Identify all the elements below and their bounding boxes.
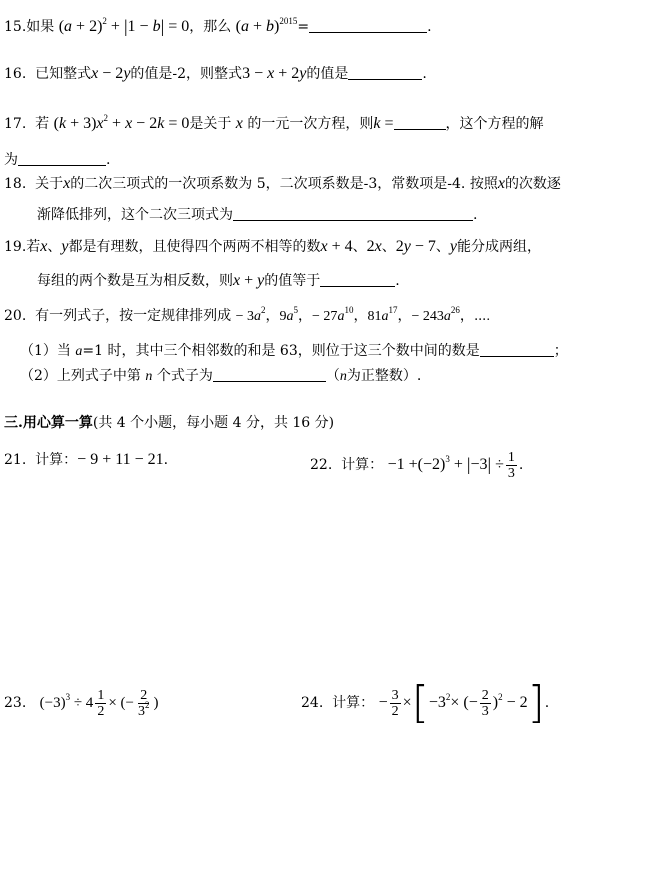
q20-sub2-paren: （	[325, 368, 340, 384]
q19-num-1	[320, 238, 352, 255]
q15-abs-bar-right: |	[160, 16, 165, 36]
q16-plus-2: + 2	[278, 65, 300, 82]
q20-sub2-var-n2: n	[339, 369, 347, 384]
q15-text-2: ，那么	[189, 19, 232, 35]
q15-paren: (	[58, 18, 65, 35]
q17-expression	[54, 115, 190, 132]
q15-exponent: 2015	[279, 16, 298, 26]
q16-var-y2: y	[299, 65, 307, 82]
q15-period: .	[427, 19, 432, 35]
q22-abs-value: −3	[470, 456, 488, 474]
q20-sub2-blank[interactable]	[213, 367, 326, 382]
q19-sep-2: 、	[352, 239, 367, 255]
q15-ab-a: a	[241, 18, 249, 35]
question-15	[0, 17, 661, 37]
q21-period: .	[163, 452, 169, 468]
q19-text-8: 每组的两个数是互为相反数，则	[37, 273, 233, 289]
q20-text-1: 有一列式子，按一定规律排列成	[35, 308, 232, 324]
q20-number: 20.	[4, 308, 27, 324]
q23-fraction	[136, 688, 152, 719]
q15-plus: +	[110, 18, 120, 35]
q20-term2-var: a	[286, 309, 294, 324]
q22-div: ÷	[495, 456, 504, 474]
q24-period: .	[544, 695, 550, 712]
q19-sum-plus: +	[244, 272, 254, 289]
q15-ab-close: )	[274, 18, 280, 35]
q16-text-1: 已知整式	[35, 66, 92, 82]
q16-text-3: 的值是	[306, 66, 349, 82]
q22-plus: +	[453, 456, 463, 474]
q23-frac-den-wrap	[136, 700, 152, 719]
q15-expression	[59, 18, 190, 35]
q17-plus-3: + 3)	[70, 115, 97, 132]
q21-label: 计算：	[35, 452, 78, 468]
question-20-part-2	[0, 366, 661, 387]
q20-term4-coef: 81	[367, 309, 382, 324]
q20-term5-coef: − 243	[411, 309, 444, 324]
q21-expression: − 9 + 11 − 21	[77, 451, 164, 468]
q20-term1-coef: − 3	[235, 309, 255, 324]
q19-var-y: y	[61, 238, 69, 255]
q20-sep-4: ，	[397, 309, 412, 324]
q20-sub1-var-a: a	[75, 344, 83, 359]
q24-right-bracket: ]	[527, 677, 545, 729]
q16-expression-1	[91, 65, 130, 82]
q15-var-b: b	[152, 18, 161, 35]
q20-term5-var: a	[443, 309, 451, 324]
q20-sub1-pre: （1）当	[20, 343, 71, 359]
q16-three-minus: 3 −	[242, 65, 264, 82]
q19-num-2	[367, 238, 382, 255]
q15-ab-plus: +	[253, 18, 263, 35]
q16-var-y: y	[123, 65, 131, 82]
q19-text-7: 能分成两组，	[456, 239, 541, 255]
q17-period: .	[106, 152, 111, 168]
q20-term2-exp: 5	[293, 305, 299, 315]
q15-eq-zero: = 0	[168, 18, 190, 35]
q22-expression	[387, 450, 519, 481]
q19-var-y2: y	[449, 238, 457, 255]
q19-plus-4: + 4	[331, 238, 353, 255]
q15-square: 2	[102, 16, 107, 26]
q18-text-4: 渐降低排列，这个二次三项式为	[37, 207, 233, 223]
section-3-info: (共 4 个小题，每小题 4 分，共 16 分)	[92, 415, 335, 431]
question-18-cont	[0, 205, 661, 225]
q17-var-x2: x	[125, 115, 133, 132]
q19-2y-coef: 2	[395, 238, 404, 255]
q23-frac-den-exp: 2	[144, 700, 150, 710]
q17-var-x3: x	[235, 115, 243, 132]
q18-text-1: 关于	[35, 176, 64, 192]
q20-term5-exp: 26	[450, 305, 460, 315]
q20-ellipsis: ，⋯.	[459, 309, 490, 324]
q22-frac-den: 3	[507, 466, 515, 481]
q20-term4-exp: 17	[388, 305, 398, 315]
q24-minus-2: − 2	[506, 694, 528, 712]
question-17	[0, 114, 661, 134]
q22-frac-num: 1	[507, 450, 515, 465]
q20-sub1-text: =1 时，其中三个相邻数的和是 63，则位于这三个数中间的数是	[82, 343, 480, 359]
q17-square: 2	[103, 113, 109, 123]
q17-text-1: 若	[35, 116, 50, 132]
q15-one-minus: 1 −	[127, 18, 149, 35]
q20-sep-3: ，	[353, 309, 368, 324]
q20-sequence	[235, 305, 490, 324]
q17-text-2: 是关于	[189, 116, 232, 132]
q19-number: 19.	[4, 239, 27, 255]
q20-sub1-blank[interactable]	[480, 342, 554, 357]
q17-var-x: x	[96, 115, 104, 132]
q24-left-bracket: [	[411, 677, 429, 729]
q19-2x-var: x	[374, 238, 382, 255]
q24-label: 计算：	[332, 695, 375, 712]
q23-frac-den: 3	[137, 704, 145, 719]
section-3-header	[0, 413, 661, 433]
q17-text-3: 的一元一次方程，则	[247, 116, 374, 132]
q20-term3-var: a	[337, 309, 345, 324]
q24-neg: −	[378, 694, 388, 712]
q19-sep-1: 、	[47, 239, 62, 255]
q15-equals: =	[297, 19, 310, 35]
q23-number: 23.	[4, 694, 27, 711]
q24-fraction-1	[390, 688, 401, 719]
q24-times-2: × (−	[450, 694, 478, 712]
q19-2y-var: y	[403, 238, 411, 255]
q15-abs-bar-left: |	[123, 16, 128, 36]
q19-2x-coef: 2	[366, 238, 375, 255]
q23-mixed-num: 1	[97, 688, 105, 703]
q19-minus-7: − 7	[414, 238, 436, 255]
q22-label: 计算：	[341, 457, 384, 474]
q16-expression-2	[242, 65, 306, 82]
q23-frac-num: 2	[140, 688, 148, 703]
q23-div-4: ÷ 4	[73, 694, 94, 711]
q22-period: .	[518, 457, 524, 474]
q17-number: 17.	[4, 116, 27, 132]
q15-text-1: 如果	[26, 19, 55, 35]
q24-f2-den: 3	[481, 704, 489, 719]
q24-fraction-2	[480, 688, 491, 719]
q19-answer-blank[interactable]	[320, 272, 395, 287]
q15-ab-b: b	[266, 18, 275, 35]
question-22	[310, 450, 661, 481]
question-18	[0, 174, 661, 194]
q18-var-x2: x	[497, 175, 505, 192]
q24-inner-1: −3	[428, 694, 446, 712]
q24-f1-den: 2	[391, 704, 399, 719]
q19-sum-y: y	[257, 272, 265, 289]
q19-sum-x: x	[233, 272, 241, 289]
q16-text-2: 的值是-2，则整式	[130, 66, 243, 82]
q20-term1-exp: 2	[261, 305, 266, 315]
q22-abs-right: |	[487, 454, 492, 475]
q23-times: × (−	[108, 694, 134, 711]
q17-eq-zero: = 0	[168, 115, 190, 132]
q16-minus-2: − 2	[102, 65, 124, 82]
q17-solution-blank[interactable]	[18, 151, 106, 166]
q15-answer-blank[interactable]	[309, 18, 427, 33]
q17-eq: =	[384, 115, 394, 132]
q19-x4-var: x	[320, 238, 328, 255]
q15-plus-2: + 2)	[76, 18, 103, 35]
q18-var-x: x	[63, 175, 71, 192]
q15-expression-2	[236, 18, 298, 35]
q16-var-x: x	[91, 65, 99, 82]
q15-number: 15.	[4, 19, 27, 35]
q15-var-a: a	[64, 18, 73, 35]
q16-number: 16.	[4, 66, 27, 82]
q20-term3-exp: 10	[344, 305, 354, 315]
q17-var-k2: k	[157, 115, 165, 132]
q17-k-eq	[373, 115, 393, 132]
q19-sum	[233, 272, 264, 289]
q20-sub2-pre: （2）上列式子中第	[20, 368, 141, 384]
q20-term1-var: a	[254, 309, 262, 324]
q19-text-3: 都是有理数，且使得四个两两不相等的数	[68, 239, 321, 255]
q22-part-1: −1 +	[387, 456, 418, 474]
q22-paren: (−2)	[417, 456, 446, 474]
q19-num-3	[396, 238, 436, 255]
q21-number: 21.	[4, 452, 27, 468]
q24-f1-num: 3	[391, 688, 399, 703]
q24-close-paren: )	[492, 694, 499, 712]
q19-text-9: 的值等于	[264, 273, 321, 289]
q24-inner-1-exp: 2	[445, 692, 451, 703]
q24-number: 24.	[301, 695, 324, 712]
q17-text-4: ，这个方程的解	[445, 116, 544, 132]
q24-f2-num: 2	[481, 688, 489, 703]
q17-k-blank[interactable]	[394, 115, 446, 130]
q19-sep-4: 、	[435, 239, 450, 255]
q19-var-x: x	[40, 238, 48, 255]
question-19	[0, 237, 661, 257]
q17-var-k: k	[58, 115, 67, 132]
q23-expression	[39, 688, 159, 719]
question-17-cont	[0, 150, 661, 170]
q17-open: (	[53, 115, 59, 132]
q20-term3-coef: − 27	[312, 309, 338, 324]
q23-exponent: 3	[65, 691, 71, 702]
q15-ab-open: (	[235, 18, 241, 35]
q20-sep-2: ，	[298, 309, 313, 324]
q22-exponent: 3	[445, 454, 450, 465]
q20-term2-coef: 9	[279, 309, 287, 324]
question-24	[301, 677, 661, 729]
q20-sub1-end: ；	[553, 343, 568, 359]
q19-text-1: 若	[26, 239, 41, 255]
q16-var-x2: x	[267, 65, 275, 82]
q22-number: 22.	[310, 457, 333, 474]
q20-term4-var: a	[381, 309, 389, 324]
q20-sub2-text: 个式子为	[156, 368, 213, 384]
q17-var-k3: k	[373, 115, 381, 132]
q24-times: ×	[402, 694, 412, 712]
q18-period: .	[473, 207, 478, 223]
q18-answer-blank[interactable]	[233, 206, 473, 221]
q18-text-2: 的二次三项式的一次项系数为 5，二次项系数是-3，常数项是-4. 按照	[70, 176, 498, 192]
section-3-title: 用心算一算	[22, 415, 93, 431]
q23-base: (−3)	[39, 694, 66, 711]
q22-fraction	[506, 450, 517, 481]
q16-answer-blank[interactable]	[348, 65, 422, 80]
q24-expression	[378, 677, 545, 729]
q19-period: .	[395, 273, 400, 289]
question-20	[0, 306, 661, 327]
q19-sep-3: 、	[381, 239, 396, 255]
q20-sep-1: ，	[265, 309, 280, 324]
q18-number: 18.	[4, 176, 27, 192]
q23-close: )	[153, 694, 159, 711]
q20-sub2-post: 为正整数）.	[346, 368, 422, 384]
q17-plus: +	[112, 115, 122, 132]
question-20-part-1	[0, 341, 661, 362]
q23-mixed-den: 2	[97, 704, 105, 719]
question-16	[0, 64, 661, 84]
q23-mixed-fraction	[95, 688, 106, 719]
question-19-cont	[0, 271, 661, 291]
q16-period: .	[422, 66, 427, 82]
q22-abs-left: |	[466, 454, 471, 475]
q17-minus-2: − 2	[136, 115, 158, 132]
q17-text-5: 为	[4, 152, 18, 168]
section-3-number: 三.	[4, 415, 23, 431]
q20-sub2-var-n: n	[145, 369, 153, 384]
q18-text-3: 的次数逐	[504, 176, 561, 192]
q24-square: 2	[498, 692, 503, 703]
